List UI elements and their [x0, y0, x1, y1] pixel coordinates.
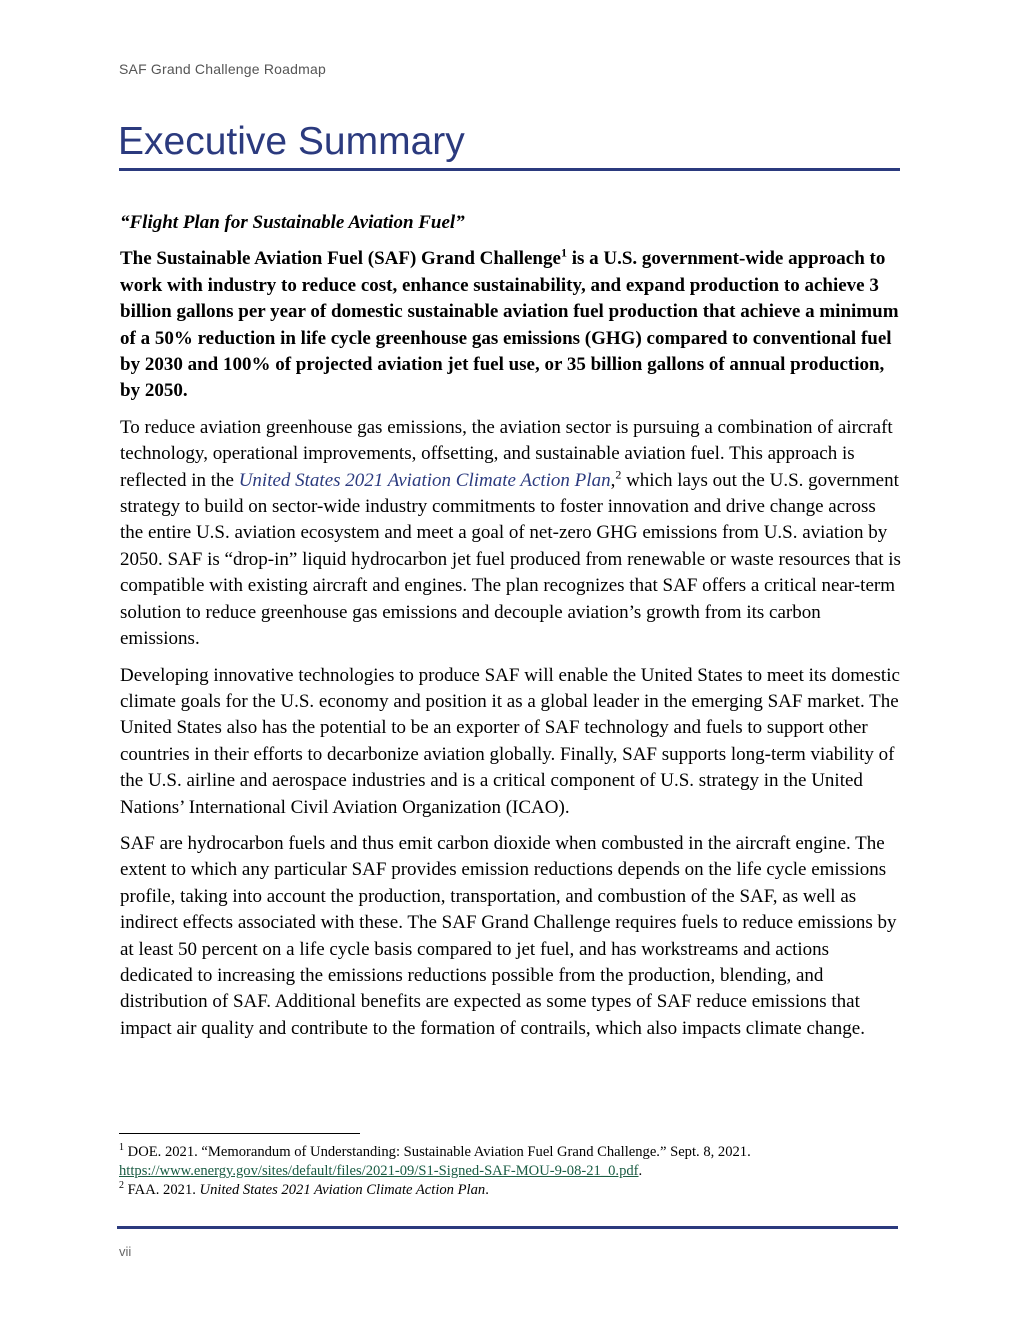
paragraph-1-start: To reduce aviation greenhouse gas emissions, the aviation sector is pursuing a combination of aircraft technology, operational improvements, offsetting, and sustainable aviation fuel. This approach is reflected in the — [120, 416, 893, 491]
paragraph-1 — [120, 415, 902, 653]
title-rule — [119, 168, 900, 171]
footnote-2-tail: . — [485, 1182, 489, 1198]
lead-text-end: is a U.S. government-wide approach to work with industry to reduce cost, enhance sustainability, and expand production to achieve 3 billion gallons per year of domestic sustainable aviation fuel production that achieve a minimum of a 50% reduction in life cycle greenhouse gas emissions (GHG) compared to conventional fuel by 2030 and 100% of projected aviation jet fuel use, or 35 billion gallons of annual production, by 2050. — [120, 248, 899, 402]
footnote-2 — [119, 1181, 901, 1200]
action-plan-link[interactable]: United States 2021 Aviation Climate Action Plan — [238, 469, 611, 491]
footnotes — [119, 1143, 901, 1200]
paragraph-1-comma: , — [610, 469, 616, 491]
footnote-1-tail: . — [638, 1163, 643, 1179]
footnote-2-italic: United States 2021 Aviation Climate Action Plan — [199, 1182, 486, 1198]
footnote-ref-1[interactable]: 1 — [560, 246, 567, 261]
subtitle: “Flight Plan for Sustainable Aviation Fuel” — [120, 212, 465, 233]
paragraph-2: Developing innovative technologies to produce SAF will enable the United States to meet its domestic climate goals for the U.S. economy and position it as a global leader in the emerging SAF market. The United States also has the potential to be an exporter of SAF technology and fuels to support other countries in their efforts to decarbonize aviation globally. Finally, SAF supports long-term viability of the U.S. airline and aerospace industries and is a critical component of U.S. strategy in the United Nations’ International Civil Aviation Organization (ICAO). — [120, 664, 900, 818]
paragraph-1-end: which lays out the U.S. government strategy to build on sector-wide industry commitments to foster innovation and drive change across the entire U.S. aviation ecosystem and meet a goal of net-zero GHG emissions from U.S. aviation by 2050. SAF is “drop-in” liquid hydrocarbon jet fuel produced from renewable or waste resources that is compatible with existing aircraft and engines. The plan recognizes that SAF offers a critical near-term solution to reduce greenhouse gas emissions and decouple aviation’s growth from its carbon emissions. — [120, 469, 901, 650]
footnote-ref-2[interactable]: 2 — [615, 467, 622, 482]
footnote-1-number: 1 — [119, 1142, 124, 1154]
footnote-2-number: 2 — [119, 1180, 124, 1192]
footer-rule — [117, 1226, 898, 1229]
body-content — [120, 210, 902, 1052]
page-title: Executive Summary — [118, 120, 465, 163]
lead-text-start: The Sustainable Aviation Fuel (SAF) Grand Challenge — [120, 248, 561, 270]
footnote-2-text: FAA. 2021. — [124, 1182, 200, 1198]
footnote-separator — [119, 1133, 360, 1134]
paragraph-3: SAF are hydrocarbon fuels and thus emit carbon dioxide when combusted in the aircraft engine. The extent to which any particular SAF provides emission reductions depends on the life cycle emissions profile, taking into account the production, transportation, and combustion of the SAF, as well as indirect effects associated with these. The SAF Grand Challenge requires fuels to reduce emissions by at least 50 percent on a life cycle basis compared to jet fuel, and has workstreams and actions dedicated to increasing the emissions reductions possible from the production, blending, and distribution of SAF. Additional benefits are expected as some types of SAF reduce emissions that impact air quality and contribute to the formation of contrails, which also impacts climate change. — [120, 832, 897, 1039]
running-header: SAF Grand Challenge Roadmap — [119, 61, 326, 77]
footnote-1 — [119, 1143, 901, 1181]
page-number: vii — [119, 1244, 132, 1259]
footnote-1-text: DOE. 2021. “Memorandum of Understanding: Sustainable Aviation Fuel Grand Challenge.” Sept. 8, 2021. — [124, 1144, 751, 1160]
lead-paragraph — [120, 246, 902, 404]
footnote-1-link[interactable]: https://www.energy.gov/sites/default/files/2021-09/S1-Signed-SAF-MOU-9-08-21_0.pdf — [119, 1163, 639, 1179]
